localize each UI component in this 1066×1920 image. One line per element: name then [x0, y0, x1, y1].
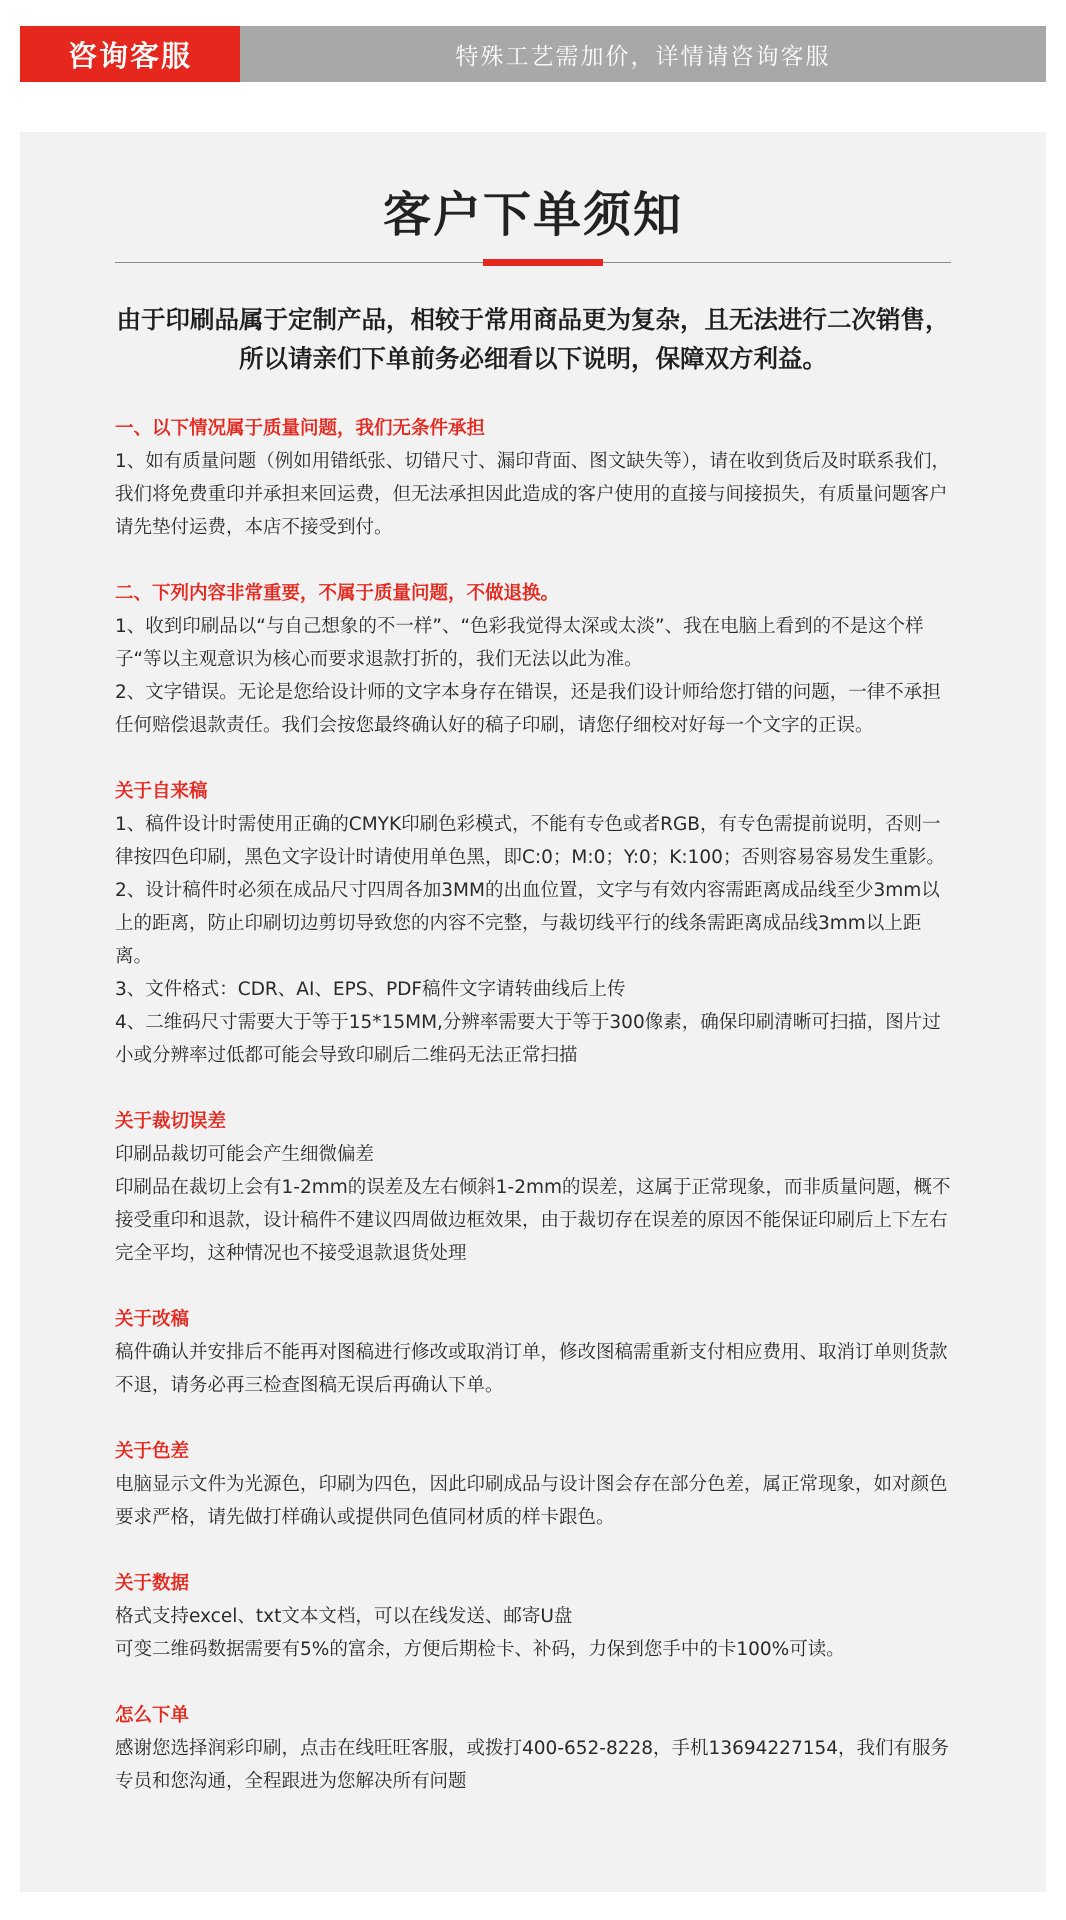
- title-accent-bar: [483, 259, 603, 266]
- section-title: 怎么下单: [115, 1705, 190, 1726]
- section-paragraph: 电脑显示文件为光源色，印刷为四色，因此印刷成品与设计图会存在部分色差，属正常现象，如对颜色要求严格，请先做打样确认或提供同色值同材质的样卡跟色。: [115, 1474, 948, 1528]
- section-title: 关于数据: [115, 1573, 190, 1594]
- section-paragraph: 感谢您选择润彩印刷，点击在线旺旺客服，或拨打400-652-8228，手机13694227154，我们有服务专员和您沟通，全程跟进为您解决所有问题: [115, 1738, 950, 1792]
- notice-panel: [20, 132, 1046, 1892]
- section-not-quality-issues: [115, 577, 951, 742]
- section-revisions: [115, 1303, 951, 1402]
- section-paragraph: 3、文件格式：CDR、AI、EPS、PDF稿件文字请转曲线后上传: [115, 979, 626, 1000]
- banner-notice-text: 特殊工艺需加价，详情请咨询客服: [455, 43, 831, 70]
- section-title: 关于自来稿: [115, 781, 208, 802]
- section-paragraph: 2、文字错误。无论是您给设计师的文字本身存在错误，还是我们设计师给您打错的问题，一律不承担任何赔偿退款责任。我们会按您最终确认好的稿子印刷，请您仔细校对好每一个文字的正误。: [115, 682, 941, 736]
- section-title: 关于改稿: [115, 1309, 190, 1330]
- section-paragraph: 印刷品裁切可能会产生细微偏差: [115, 1144, 375, 1165]
- section-how-to-order: [115, 1699, 951, 1798]
- notice-content: [115, 412, 951, 1831]
- section-title: 关于色差: [115, 1441, 190, 1462]
- section-paragraph: 4、二维码尺寸需要大于等于15*15MM,分辨率需要大于等于300像素，确保印刷清晰可扫描，图片过小或分辨率过低都可能会导致印刷后二维码无法正常扫描: [115, 1012, 941, 1066]
- section-data: [115, 1567, 951, 1666]
- section-cutting-tolerance: [115, 1105, 951, 1270]
- intro-text: 由于印刷品属于定制产品，相较于常用商品更为复杂，且无法进行二次销售，所以请亲们下单前务必细看以下说明，保障双方利益。: [116, 305, 950, 373]
- section-paragraph: 2、设计稿件时必须在成品尺寸四周各加3MM的出血位置，文字与有效内容需距离成品线至少3mm以上的距离，防止印刷切边剪切导致您的内容不完整，与裁切线平行的线条需距离成品线3mm以上距离。: [115, 880, 940, 967]
- section-paragraph: 1、收到印刷品以“与自己想象的不一样”、“色彩我觉得太深或太淡”、我在电脑上看到的不是这个样子“等以主观意识为核心而要求退款打折的，我们无法以此为准。: [115, 616, 924, 670]
- section-paragraph: 稿件确认并安排后不能再对图稿进行修改或取消订单，修改图稿需重新支付相应费用、取消订单则货款不退，请务必再三检查图稿无误后再确认下单。: [115, 1342, 948, 1396]
- section-paragraph: 1、稿件设计时需使用正确的CMYK印刷色彩模式，不能有专色或者RGB，有专色需提前说明，否则一律按四色印刷，黑色文字设计时请使用单色黑，即C:0；M:0；Y:0；K:100；否则容易容易发生重影。: [115, 814, 945, 868]
- section-own-artwork: [115, 775, 951, 1072]
- customer-service-button[interactable]: [20, 26, 240, 82]
- section-color-difference: [115, 1435, 951, 1534]
- section-paragraph: 格式支持excel、txt文本文档，可以在线发送、邮寄U盘: [115, 1606, 573, 1627]
- banner-notice: [240, 26, 1046, 82]
- section-paragraph: 1、如有质量问题（例如用错纸张、切错尺寸、漏印背面、图文缺失等），请在收到货后及时联系我们，我们将免费重印并承担来回运费，但无法承担因此造成的客户使用的直接与间接损失，有质量问题客户请先垫付运费，本店不接受到付。: [115, 451, 951, 538]
- page-title: 客户下单须知: [382, 187, 683, 243]
- section-title: 二、下列内容非常重要，不属于质量问题，不做退换。: [115, 583, 560, 604]
- section-paragraph: 可变二维码数据需要有5%的富余，方便后期检卡、补码，力保到您手中的卡100%可读。: [115, 1639, 845, 1660]
- customer-service-label: 咨询客服: [67, 38, 192, 73]
- top-banner: [20, 26, 1046, 82]
- section-title: 关于裁切误差: [115, 1111, 227, 1132]
- section-title: 一、以下情况属于质量问题，我们无条件承担: [115, 418, 486, 439]
- section-quality-issues: [115, 412, 951, 544]
- section-paragraph: 印刷品在裁切上会有1-2mm的误差及左右倾斜1-2mm的误差，这属于正常现象，而非质量问题，概不接受重印和退款，设计稿件不建议四周做边框效果，由于裁切存在误差的原因不能保证印刷后上下左右完全平均，这种情况也不接受退款退货处理: [115, 1177, 951, 1264]
